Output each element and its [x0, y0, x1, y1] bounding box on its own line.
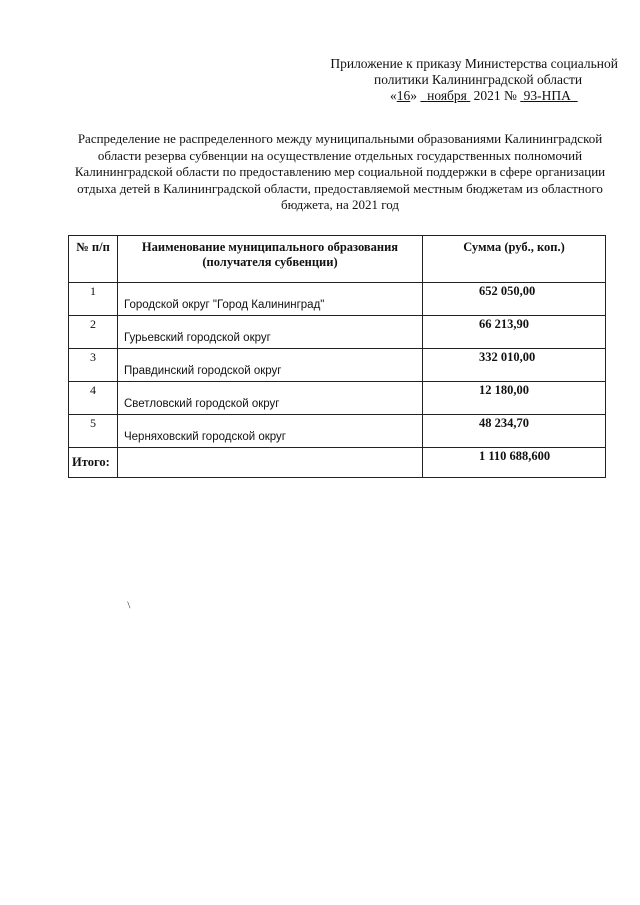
header-num: № п/п: [69, 236, 118, 283]
row-sum: 48 234,70: [423, 415, 606, 448]
date-month: ноября: [427, 88, 467, 103]
appendix-header: [318, 56, 618, 104]
row-name: Гурьевский городской округ: [118, 316, 423, 349]
row-num: 2: [69, 316, 118, 349]
row-name: Светловский городской округ: [118, 382, 423, 415]
row-num: 5: [69, 415, 118, 448]
appendix-line-1: Приложение к приказу Министерства социальной: [330, 56, 618, 71]
row-num: 4: [69, 382, 118, 415]
row-num: 3: [69, 349, 118, 382]
appendix-line-2: политики Калининградской области: [374, 72, 583, 87]
table-row: [69, 382, 606, 415]
row-sum: 652 050,00: [423, 283, 606, 316]
date-open-quote: «: [390, 88, 397, 103]
row-name: Правдинский городской округ: [118, 349, 423, 382]
row-name: Черняховский городской округ: [118, 415, 423, 448]
row-sum: 66 213,90: [423, 316, 606, 349]
row-sum: 12 180,00: [423, 382, 606, 415]
stray-pen-mark: /: [124, 600, 134, 611]
order-number: 93-НПА: [523, 88, 571, 103]
distribution-table: [68, 235, 606, 478]
row-num: 1: [69, 283, 118, 316]
row-sum: 332 010,00: [423, 349, 606, 382]
date-day: 16: [396, 88, 411, 103]
document-title: Распределение не распределенного между муниципальными образованиями Калининградской области резерва субвенции на осуществление отдельных государственных полномочий Калининградской области по предоставлению мер социальной поддержки в сфере организации отдыха детей в Калининградской области, предоставляемой местным бюджетам из областного бюджета, на 2021 год: [74, 131, 606, 212]
table-row: [69, 415, 606, 448]
table-total-row: [69, 448, 606, 478]
table-row: [69, 283, 606, 316]
table-row: [69, 316, 606, 349]
table-header-row: [69, 236, 606, 283]
header-sum: Сумма (руб., коп.): [423, 236, 606, 283]
date-close-quote: »: [410, 88, 417, 103]
row-name: Городской округ "Город Калининград": [118, 283, 423, 316]
table-row: [69, 349, 606, 382]
total-label: Итого:: [69, 448, 118, 478]
header-name: Наименование муниципального образования (получателя субвенции): [118, 236, 423, 283]
appendix-date-line: [318, 88, 618, 104]
total-empty-cell: [118, 448, 423, 478]
date-year: 2021 №: [473, 88, 517, 103]
total-sum: 1 110 688,600: [423, 448, 606, 478]
